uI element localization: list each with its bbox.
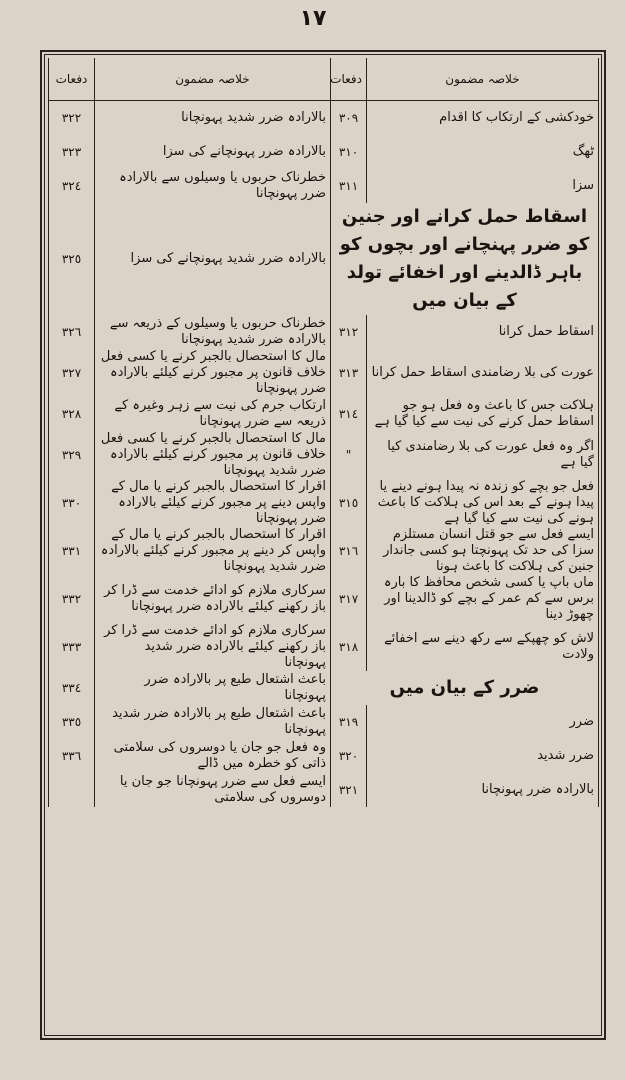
section-heading: اسقاط حمل کرانے اور جنین کو ضرر پہنچانے اور بچوں کو باہر ڈالدینے اور اخفائے تولد کے بیان میں [331,203,599,315]
summary-cell: بالارادہ ضرر پہونچانا [367,773,599,807]
table-row [49,169,599,203]
index-table [48,58,599,807]
section-number: ٣٣١ [49,527,95,575]
section-number: ٣٢٤ [49,169,95,203]
summary-cell: ارتکاب جرم کی نیت سے زہر وغیرہ کے ذریعہ سے ضرر پہونچانا [95,397,331,431]
table-row [49,623,599,671]
section-number: ٣١٤ [331,397,367,431]
table-row [49,101,599,135]
table-row [49,705,599,739]
summary-cell: اسقاط حمل کرانا [367,315,599,349]
summary-cell: ماں باپ یا کسی شخص محافظ کا بارہ برس سے کم عمر کے بچے کو ڈالدینا اور چھوڑ دینا [367,575,599,623]
section-number: ٣٣٤ [49,671,95,705]
summary-cell: ایسے فعل سے ضرر پہونچانا جو جان یا دوسروں کی سلامتی [95,773,331,807]
table-row [49,575,599,623]
summary-cell: بالارادہ ضرر شدید پہونچانے کی سزا [95,203,331,315]
summary-cell: بالارادہ ضرر پہونچانے کی سزا [95,135,331,169]
summary-cell: ٹھگ [367,135,599,169]
section-number: ٣١٠ [331,135,367,169]
page-number: ١٧ [299,6,327,31]
summary-cell: اقرار کا استحصال بالجبر کرنے یا مال کے واپس دینے پر مجبور کرنے کیلئے بالارادہ ضرر پہونچانا [95,479,331,527]
section-number: ٣٢٦ [49,315,95,349]
section-number: ٣٣٢ [49,575,95,623]
summary-cell: ضرر شدید [367,739,599,773]
table-row [49,203,599,315]
table-row [49,479,599,527]
summary-cell: ہلاکت جس کا باعث وہ فعل ہو جو اسقاط حمل کرنے کی نیت سے کیا گیا ہے [367,397,599,431]
summary-cell: سرکاری ملازم کو ادائے خدمت سے ڈرا کر باز رکھنے کیلئے بالارادہ ضرر شدید پہونچانا [95,623,331,671]
summary-cell: عورت کی بلا رضامندی اسقاط حمل کرانا [367,349,599,397]
section-number: ٣٢٨ [49,397,95,431]
summary-cell: اقرار کا استحصال بالجبر کرنے یا مال کے واپس کر دینے پر مجبور کرنے کیلئے بالارادہ ضرر شدید پہونچانا [95,527,331,575]
summary-cell: اگر وہ فعل عورت کی بلا رضامندی کیا گیا ہے [367,431,599,479]
section-heading: ضرر کے بیان میں [331,671,599,705]
table-row [49,671,599,705]
section-number: " [331,431,367,479]
table-row [49,773,599,807]
header-sections-left: دفعات [49,58,95,101]
summary-cell: سرکاری ملازم کو ادائے خدمت سے ڈرا کر باز رکھنے کیلئے بالارادہ ضرر پہونچانا [95,575,331,623]
section-number [49,773,95,807]
section-number: ٣١٩ [331,705,367,739]
table-row [49,135,599,169]
section-number: ٣١٦ [331,527,367,575]
section-number: ٣٢٣ [49,135,95,169]
table-row [49,527,599,575]
section-number: ٣٢٠ [331,739,367,773]
section-number: ٣١١ [331,169,367,203]
section-number: ٣١٥ [331,479,367,527]
section-number: ٣٠٩ [331,101,367,135]
summary-cell: بالارادہ ضرر شدید پہونچانا [95,101,331,135]
table-row [49,739,599,773]
summary-cell: فعل جو بچے کو زندہ نہ پیدا ہونے دینے یا پیدا ہونے کے بعد اس کی ہلاکت کا باعث ہونے کی نیت سے کیا گیا ہے [367,479,599,527]
table-row [49,315,599,349]
section-number: ٣١٢ [331,315,367,349]
summary-cell: خطرناک حربوں یا وسیلوں کے ذریعہ سے بالارادہ ضرر شدید پہونچانا [95,315,331,349]
summary-cell: سزا [367,169,599,203]
section-number: ٣١٧ [331,575,367,623]
summary-cell: مال کا استحصال بالجبر کرنے یا کسی فعل خلاف قانون پر مجبور کرنے کیلئے بالارادہ ضرر شدید پہونچانا [95,431,331,479]
section-number: ٣٣٥ [49,705,95,739]
summary-cell: وہ فعل جو جان یا دوسروں کی سلامتی ذاتی کو خطرہ میں ڈالے [95,739,331,773]
section-number: ٣٢٧ [49,349,95,397]
table-row [49,431,599,479]
table-row [49,349,599,397]
section-number: ٣١٨ [331,623,367,671]
summary-cell: خطرناک حربوں یا وسیلوں سے بالارادہ ضرر پہونچانا [95,169,331,203]
header-sections-right: دفعات [331,58,367,101]
table-row [49,397,599,431]
summary-cell: باعث اشتعال طبع پر بالارادہ ضرر شدید پہونچانا [95,705,331,739]
section-number: ٣٣٦ [49,739,95,773]
section-number: ٣٢٥ [49,203,95,315]
section-number: ٣٢٢ [49,101,95,135]
header-summary-left: خلاصہ مضمون [95,58,331,101]
summary-cell: ایسے فعل سے جو قتل انسان مستلزم سزا کی حد تک پہونچتا ہو کسی جاندار جنین کی ہلاکت کا باعث ہونا [367,527,599,575]
header-summary-right: خلاصہ مضمون [367,58,599,101]
section-number: ٣٢٩ [49,431,95,479]
section-number: ٣١٣ [331,349,367,397]
section-number: ٣٣٣ [49,623,95,671]
summary-cell: لاش کو چھپکے سے رکھ دینے سے اخفائے ولادت [367,623,599,671]
summary-cell: ضرر [367,705,599,739]
section-number: ٣٣٠ [49,479,95,527]
summary-cell: باعث اشتعال طبع پر بالارادہ ضرر پہونچانا [95,671,331,705]
summary-cell: مال کا استحصال بالجبر کرنے یا کسی فعل خلاف قانون پر مجبور کرنے کیلئے بالارادہ ضرر پہونچانا [95,349,331,397]
section-number: ٣٢١ [331,773,367,807]
summary-cell: خودکشی کے ارتکاب کا اقدام [367,101,599,135]
